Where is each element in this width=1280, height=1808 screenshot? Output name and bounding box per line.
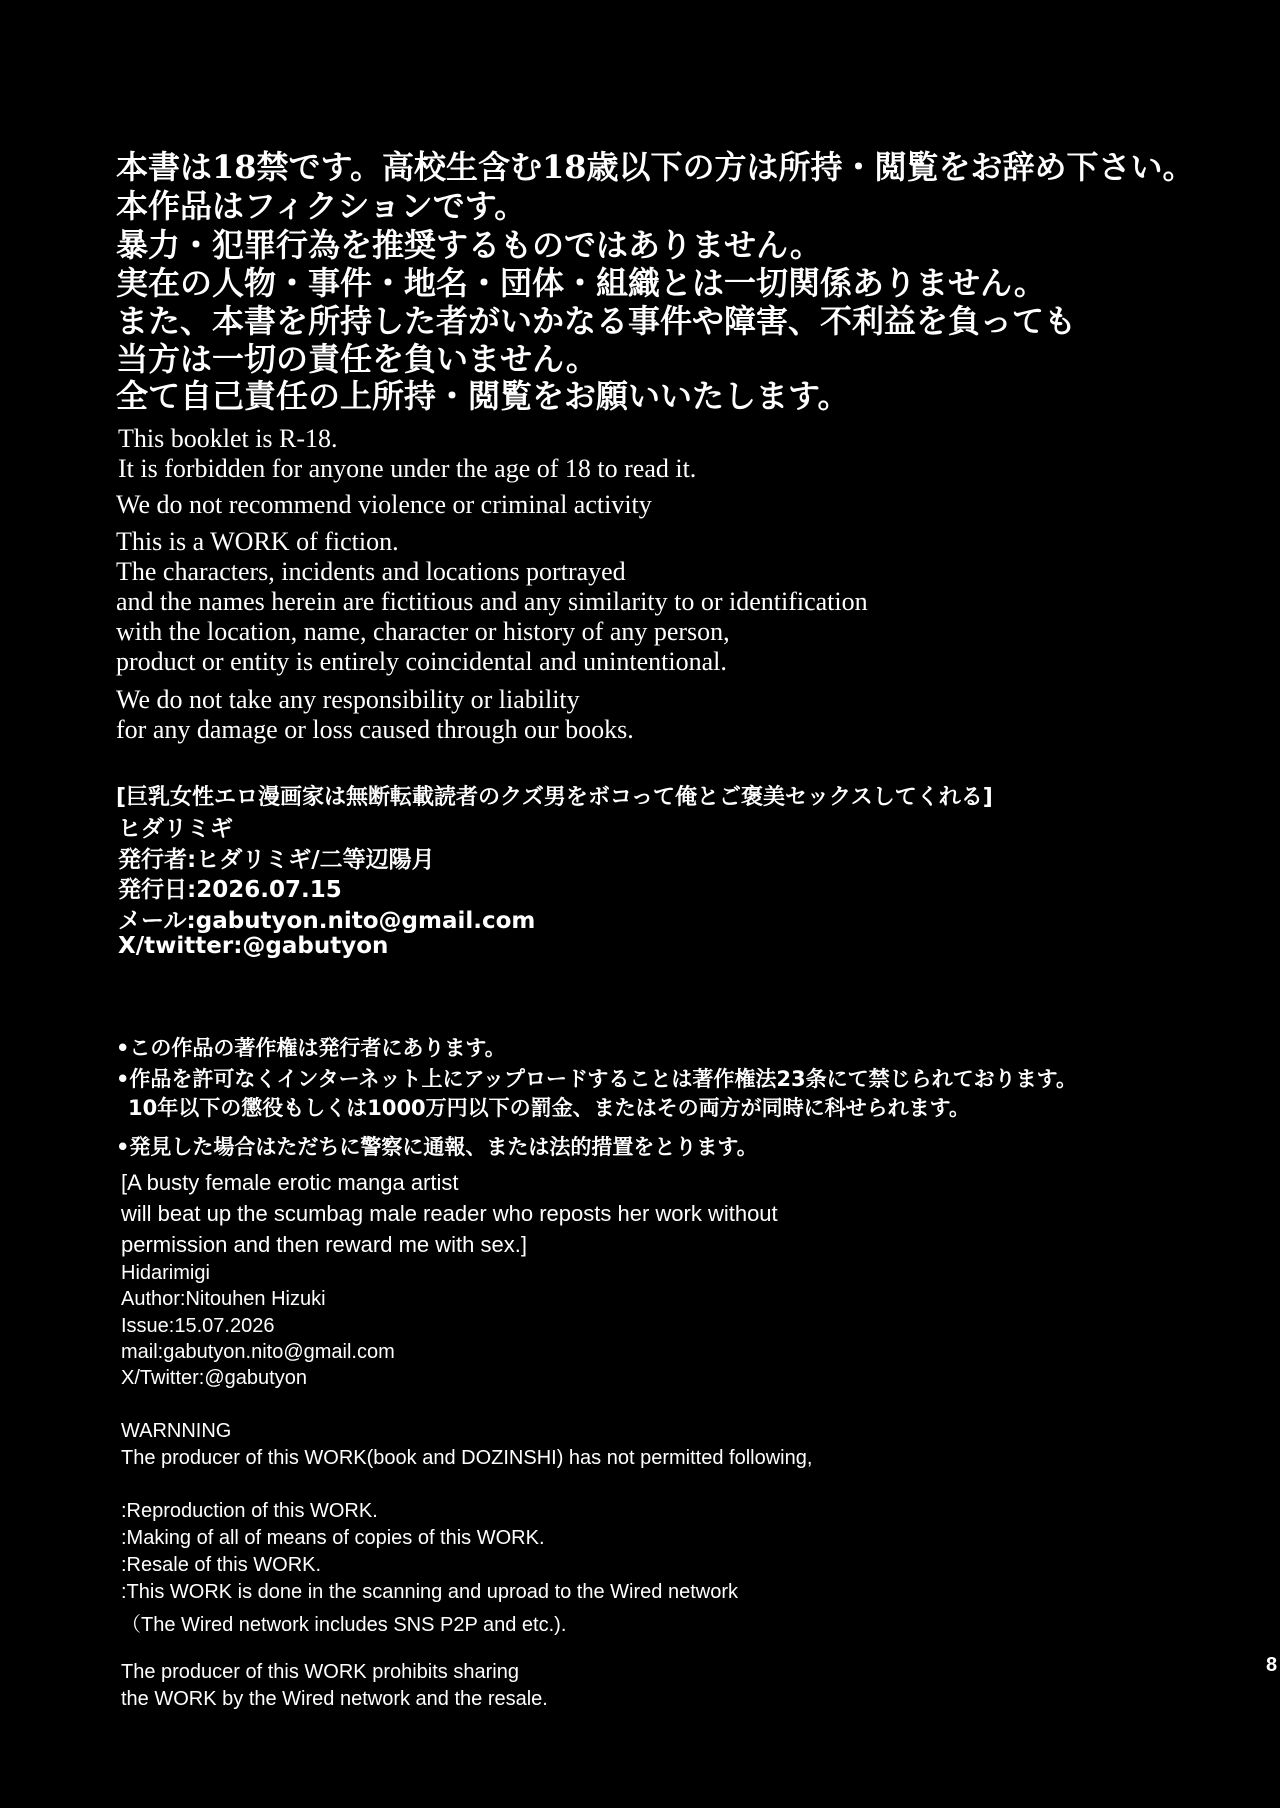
en-notice-line: This is a WORK of fiction. [116, 527, 399, 556]
en-notice-line: product or entity is entirely coincidental and unintentional. [116, 647, 727, 676]
warning-closing-line: the WORK by the Wired network and the resale. [121, 1688, 548, 1710]
book-title-en-line: [A busty female erotic manga artist [121, 1170, 459, 1195]
copyright-jp-line: •発見した場合はただちに警察に通報、または法的措置をとります。 [116, 1135, 758, 1159]
copyright-jp-line: 10年以下の懲役もしくは1000万円以下の罰金、またはその両方が同時に科せられます。 [128, 1096, 970, 1120]
page-number: 8 [1266, 1654, 1278, 1676]
copyright-jp-line: •作品を許可なくインターネット上にアップロードすることは著作権法23条にて禁じられております。 [116, 1067, 1077, 1091]
circle-name-en: Hidarimigi [121, 1262, 210, 1284]
jp-notice-line: 本書は18禁です。高校生含む18歳以下の方は所持・閲覧をお辞め下さい。 [116, 148, 1195, 186]
en-notice-line: It is forbidden for anyone under the age of 18 to read it. [118, 454, 697, 483]
warning-item: :Resale of this WORK. [121, 1554, 322, 1576]
mail-jp: メール:gabutyon.nito@gmail.com [118, 908, 536, 934]
copyright-jp-line: •この作品の著作権は発行者にあります。 [116, 1036, 506, 1060]
en-notice-line: The characters, incidents and locations portrayed [116, 557, 626, 586]
twitter-en: X/Twitter:@gabutyon [121, 1367, 307, 1389]
warning-item: （The Wired network includes SNS P2P and etc.). [121, 1614, 567, 1636]
book-title-jp: [巨乳女性エロ漫画家は無断転載読者のクズ男をボコって俺とご褒美セックスしてくれる] [116, 785, 993, 810]
book-title-en-line: will beat up the scumbag male reader who reposts her work without [121, 1201, 778, 1226]
jp-notice-line: 本作品はフィクションです。 [116, 187, 527, 225]
warning-item: :This WORK is done in the scanning and uproad to the Wired network [121, 1581, 738, 1603]
issue-date-jp: 発行日:2026.07.15 [118, 877, 342, 903]
en-notice-line: and the names herein are fictitious and any similarity to or identification [116, 587, 868, 616]
en-notice-line: We do not recommend violence or criminal activity [116, 490, 652, 519]
jp-notice-line: 全て自己責任の上所持・閲覧をお願いいたします。 [116, 377, 850, 415]
en-notice-line: with the location, name, character or history of any person, [116, 617, 730, 646]
issue-en: Issue:15.07.2026 [121, 1315, 275, 1337]
jp-notice-line: 実在の人物・事件・地名・団体・組織とは一切関係ありません。 [116, 264, 1046, 302]
warning-heading: WARNNING [121, 1420, 232, 1442]
jp-notice-line: 暴力・犯罪行為を推奨するものではありません。 [116, 226, 822, 264]
warning-item: :Making of all of means of copies of this WORK. [121, 1527, 545, 1549]
mail-en: mail:gabutyon.nito@gmail.com [121, 1341, 395, 1363]
warning-item: :Reproduction of this WORK. [121, 1500, 378, 1522]
twitter-jp: X/twitter:@gabutyon [118, 933, 389, 959]
circle-name-jp: ヒダリミギ [118, 816, 233, 842]
en-notice-line: We do not take any responsibility or liability [116, 685, 580, 714]
jp-notice-line: 当方は一切の責任を負いません。 [116, 340, 598, 378]
en-notice-line: This booklet is R-18. [118, 424, 338, 453]
jp-notice-line: また、本書を所持した者がいかなる事件や障害、不利益を負っても [116, 302, 1077, 340]
author-en: Author:Nitouhen Hizuki [121, 1288, 326, 1310]
warning-closing-line: The producer of this WORK prohibits sharing [121, 1661, 519, 1683]
publisher-jp: 発行者:ヒダリミギ/二等辺陽月 [118, 847, 435, 873]
warning-intro: The producer of this WORK(book and DOZINSHI) has not permitted following, [121, 1447, 813, 1469]
book-title-en-line: permission and then reward me with sex.] [121, 1232, 527, 1257]
en-notice-line: for any damage or loss caused through our books. [116, 715, 634, 744]
